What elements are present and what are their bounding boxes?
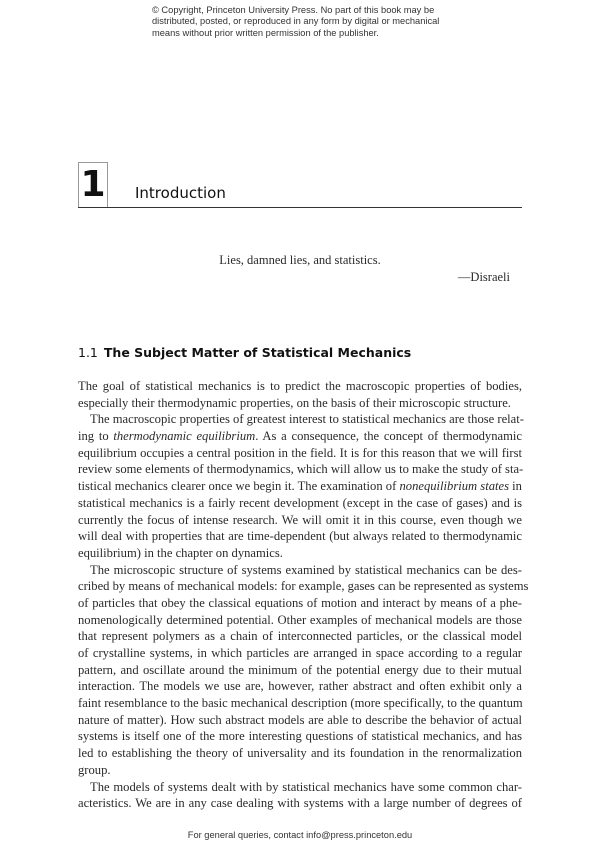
text-segment: . As a consequence, the concept of thermodynamic xyxy=(255,429,523,444)
text-segment: especially their thermodynamic properties, on the basis of their microscopic structure. xyxy=(78,395,511,410)
text-line xyxy=(78,628,522,645)
text-line xyxy=(78,745,522,762)
text-segment: The macroscopic properties of greatest interest to statistical mechanics are those relat- xyxy=(90,412,524,427)
text-segment: faint resemblance to the basic mechanical description (more specifically, to the quantum xyxy=(78,696,523,711)
text-segment: tistical mechanics clearer once we begin it. The examination of xyxy=(78,479,400,494)
body-text xyxy=(78,378,529,812)
text-line xyxy=(78,662,522,679)
text-segment: The microscopic structure of systems examined by statistical mechanics can be des- xyxy=(90,562,522,577)
text-line xyxy=(78,762,522,779)
section-heading xyxy=(78,345,411,360)
chapter-rule xyxy=(78,207,522,208)
text-line xyxy=(78,612,522,629)
text-segment: systems is itself one of the more interesting questions of statistical mechanics, and has xyxy=(78,729,522,744)
text-line xyxy=(78,578,529,595)
text-line xyxy=(78,378,522,395)
epigraph-attribution: —Disraeli xyxy=(457,270,510,284)
text-segment: that represent polymers as a chain of interconnected particles, or the classical model xyxy=(78,629,522,644)
text-line xyxy=(78,545,522,562)
section-title: The Subject Matter of Statistical Mechanics xyxy=(103,345,412,360)
notice-line: means without prior written permission of the publisher. xyxy=(152,27,379,38)
text-segment: will deal with properties that are time-dependent (but always related to thermodynamic xyxy=(78,529,522,544)
text-line xyxy=(78,678,522,695)
epigraph-quote: Lies, damned lies, and statistics. xyxy=(219,253,381,267)
text-segment: group. xyxy=(78,762,111,777)
text-segment: of crystalline systems, in which particles are arranged in space according to a regular xyxy=(78,646,522,660)
text-line xyxy=(78,595,522,612)
notice-line: distributed, posted, or reproduced in any form by digital or mechanical xyxy=(152,16,440,27)
text-segment: nature of matter). How such abstract models are able to describe the behavior of actual xyxy=(78,712,522,727)
text-line xyxy=(78,795,522,812)
text-segment: ing to xyxy=(78,429,114,444)
text-line xyxy=(78,428,522,445)
text-line xyxy=(78,779,522,796)
text-line xyxy=(78,478,522,495)
section-number: 1.1 xyxy=(78,345,98,360)
text-segment: in xyxy=(509,479,522,494)
text-segment: The models of systems dealt with by statistical mechanics have some common char- xyxy=(90,779,522,794)
italic-term: thermodynamic equilibrium xyxy=(113,429,256,444)
text-line xyxy=(78,445,522,462)
paragraph xyxy=(78,411,522,561)
text-segment: currently the focus of intense research. We will omit it in this course, even though we xyxy=(78,512,522,527)
text-segment: of particles that obey the classical equations of motion and interact by means of a phe- xyxy=(78,595,522,610)
footer-contact: For general queries, contact info@press.princeton.edu xyxy=(187,830,413,840)
text-line xyxy=(78,461,522,478)
text-segment: equilibrium) in the chapter on dynamics. xyxy=(78,545,283,560)
text-line xyxy=(78,411,522,428)
text-line xyxy=(78,645,522,662)
text-line xyxy=(78,728,522,745)
text-segment: cribed by means of mechanical models: for example, gases can be represented as systems xyxy=(78,579,529,594)
paragraph xyxy=(78,378,522,411)
text-segment: nomenologically determined potential. Other examples of mechanical models are those xyxy=(78,612,522,627)
text-line xyxy=(78,528,522,545)
copyright-notice xyxy=(152,5,472,39)
text-segment: interaction. The models we use are, however, rather abstract and often exhibit only a xyxy=(78,679,522,694)
text-segment: The goal of statistical mechanics is to predict the macroscopic properties of bodies, xyxy=(78,379,522,393)
text-segment: pattern, and oscillate around the minimum of the potential energy due to their mutual xyxy=(78,662,522,677)
text-segment: statistical mechanics is a fairly recent development (except in the case of gases) and is xyxy=(78,495,522,510)
text-line xyxy=(78,512,522,529)
text-segment: review some elements of thermodynamics, which will allow us to make the study of sta- xyxy=(78,462,524,477)
text-line xyxy=(78,562,522,579)
text-line xyxy=(78,395,522,412)
paragraph xyxy=(78,779,522,812)
text-segment: led to establishing the theory of universality and its foundation in the renormalization xyxy=(78,746,522,761)
text-line xyxy=(78,695,522,712)
text-segment: acteristics. We are in any case dealing with systems with a large number of degrees of xyxy=(78,796,522,811)
text-line xyxy=(78,495,522,512)
chapter-number: 1 xyxy=(80,164,106,205)
chapter-number-box xyxy=(78,162,108,208)
italic-term: nonequilibrium states xyxy=(399,479,509,494)
text-line xyxy=(78,712,522,729)
notice-line: © Copyright, Princeton University Press. No part of this book may be xyxy=(152,5,435,15)
chapter-title: Introduction xyxy=(135,184,226,202)
paragraph xyxy=(78,562,529,779)
text-segment: equilibrium occupies a central position in the field. It is for this reason that we will first xyxy=(78,445,522,460)
